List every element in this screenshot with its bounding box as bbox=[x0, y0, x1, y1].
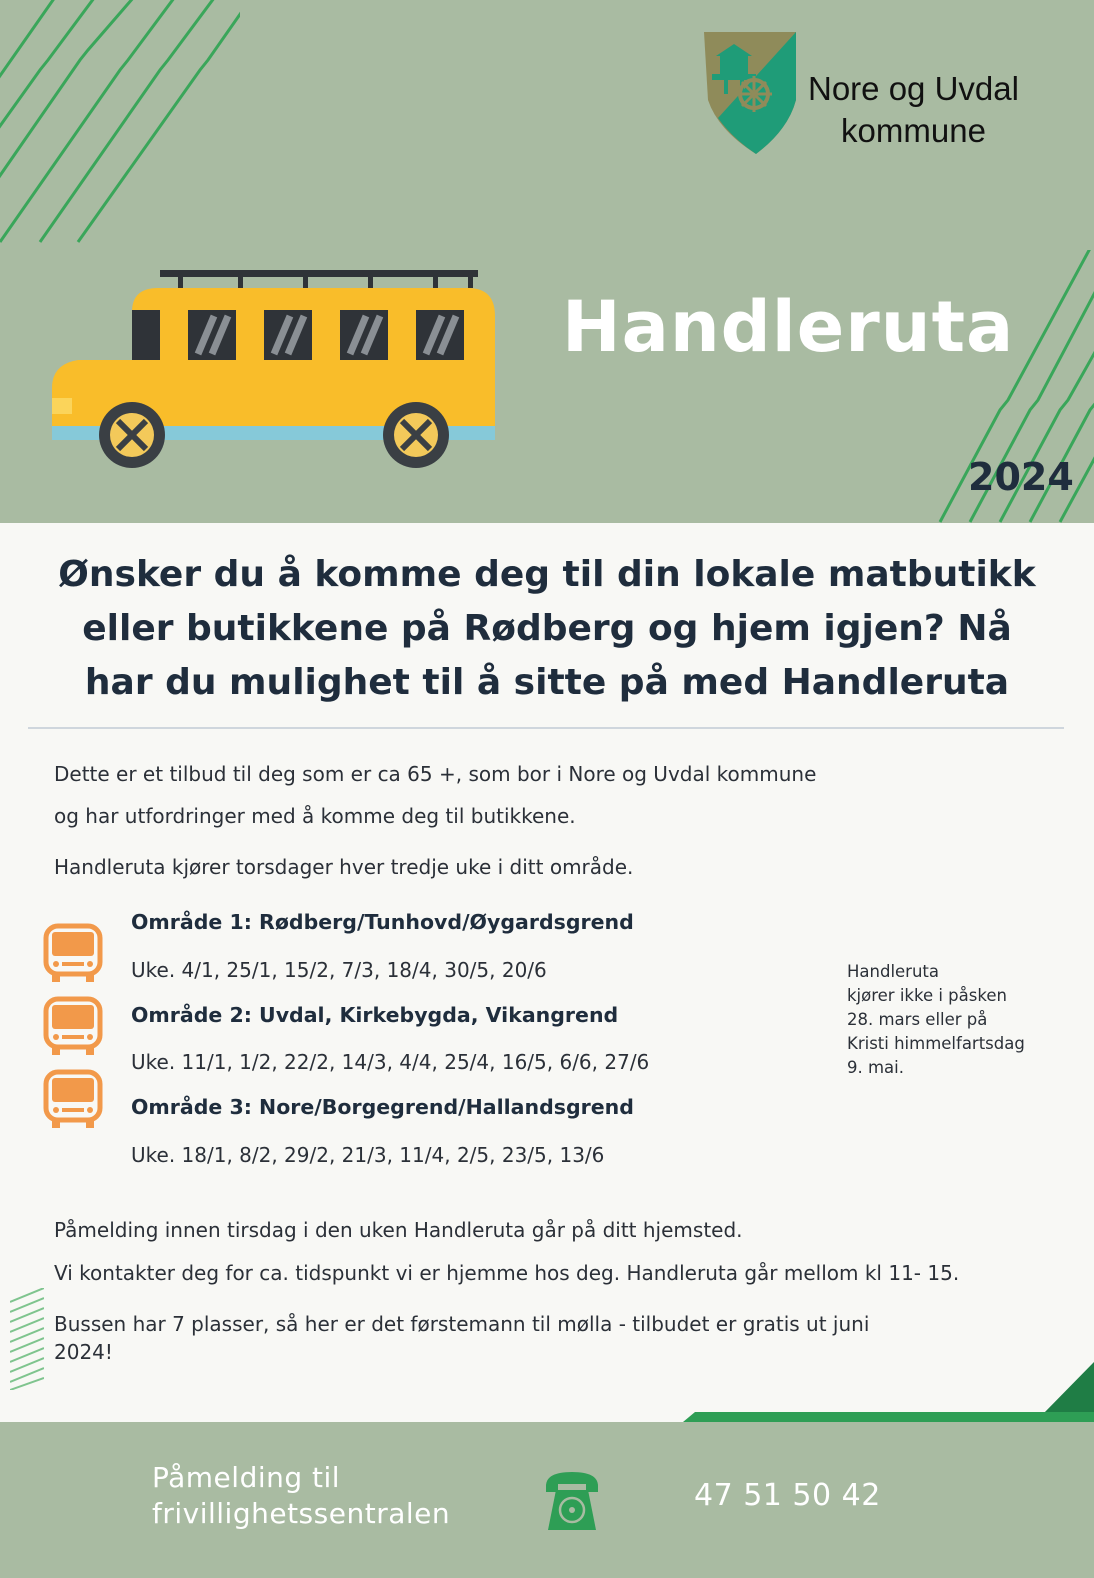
telephone-icon bbox=[542, 1468, 602, 1534]
area-3-title: Område 3: Nore/Borgegrend/Hallandsgrend bbox=[131, 1095, 634, 1119]
bus-icon bbox=[42, 922, 104, 984]
intro-text-line-2: og har utfordringer med å komme deg til butikkene. bbox=[54, 804, 576, 828]
bus-icon bbox=[42, 1068, 104, 1130]
municipality-name: Nore og Uvdal kommune bbox=[808, 70, 1019, 149]
header-banner bbox=[0, 0, 1094, 523]
area-2-weeks: Uke. 11/1, 1/2, 22/2, 14/3, 4/4, 25/4, 16/5, 6/6, 27/6 bbox=[131, 1050, 650, 1074]
contact-text: Vi kontakter deg for ca. tidspunkt vi er hjemme hos deg. Handleruta går mellom kl 11- 15. bbox=[54, 1261, 960, 1285]
phone-number[interactable]: 47 51 50 42 bbox=[694, 1478, 881, 1513]
area-2-title: Område 2: Uvdal, Kirkebygda, Vikangrend bbox=[131, 1003, 619, 1027]
municipality-crest-logo bbox=[702, 30, 798, 156]
holiday-note: Handleruta kjører ikke i påsken 28. mars eller på Kristi himmelfartsdag 9. mai. bbox=[847, 962, 1025, 1077]
registration-text: Påmelding innen tirsdag i den uken Handleruta går på ditt hjemsted. bbox=[54, 1218, 743, 1242]
bus-icon bbox=[42, 995, 104, 1057]
area-3-weeks: Uke. 18/1, 8/2, 29/2, 21/3, 11/4, 2/5, 23/5, 13/6 bbox=[131, 1143, 605, 1167]
intro-text-line-1: Dette er et tilbud til deg som er ca 65 +, som bor i Nore og Uvdal kommune bbox=[54, 762, 817, 786]
divider bbox=[28, 727, 1064, 729]
diagonal-lines-decoration bbox=[0, 0, 240, 250]
registration-label: Påmelding til frivillighetssentralen bbox=[152, 1461, 451, 1530]
green-accent-stripe bbox=[683, 1362, 1094, 1422]
page-title: Handleruta bbox=[562, 286, 1015, 368]
bus-illustration bbox=[48, 268, 498, 478]
hatch-decoration bbox=[10, 1288, 44, 1390]
area-1-weeks: Uke. 4/1, 25/1, 15/2, 7/3, 18/4, 30/5, 20/6 bbox=[131, 958, 547, 982]
main-headline: Ønsker du å komme deg til din lokale matbutikk eller butikkene på Rødberg og hjem igjen? Nå har du mulighet til å sitte på med Handleruta bbox=[58, 554, 1036, 703]
seats-text: Bussen har 7 plasser, så her er det førstemann til mølla - tilbudet er gratis ut juni 2024! bbox=[54, 1312, 870, 1364]
area-1-title: Område 1: Rødberg/Tunhovd/Øygardsgrend bbox=[131, 910, 634, 934]
schedule-text: Handleruta kjører torsdager hver tredje uke i ditt område. bbox=[54, 855, 634, 879]
year-label: 2024 bbox=[968, 455, 1074, 499]
